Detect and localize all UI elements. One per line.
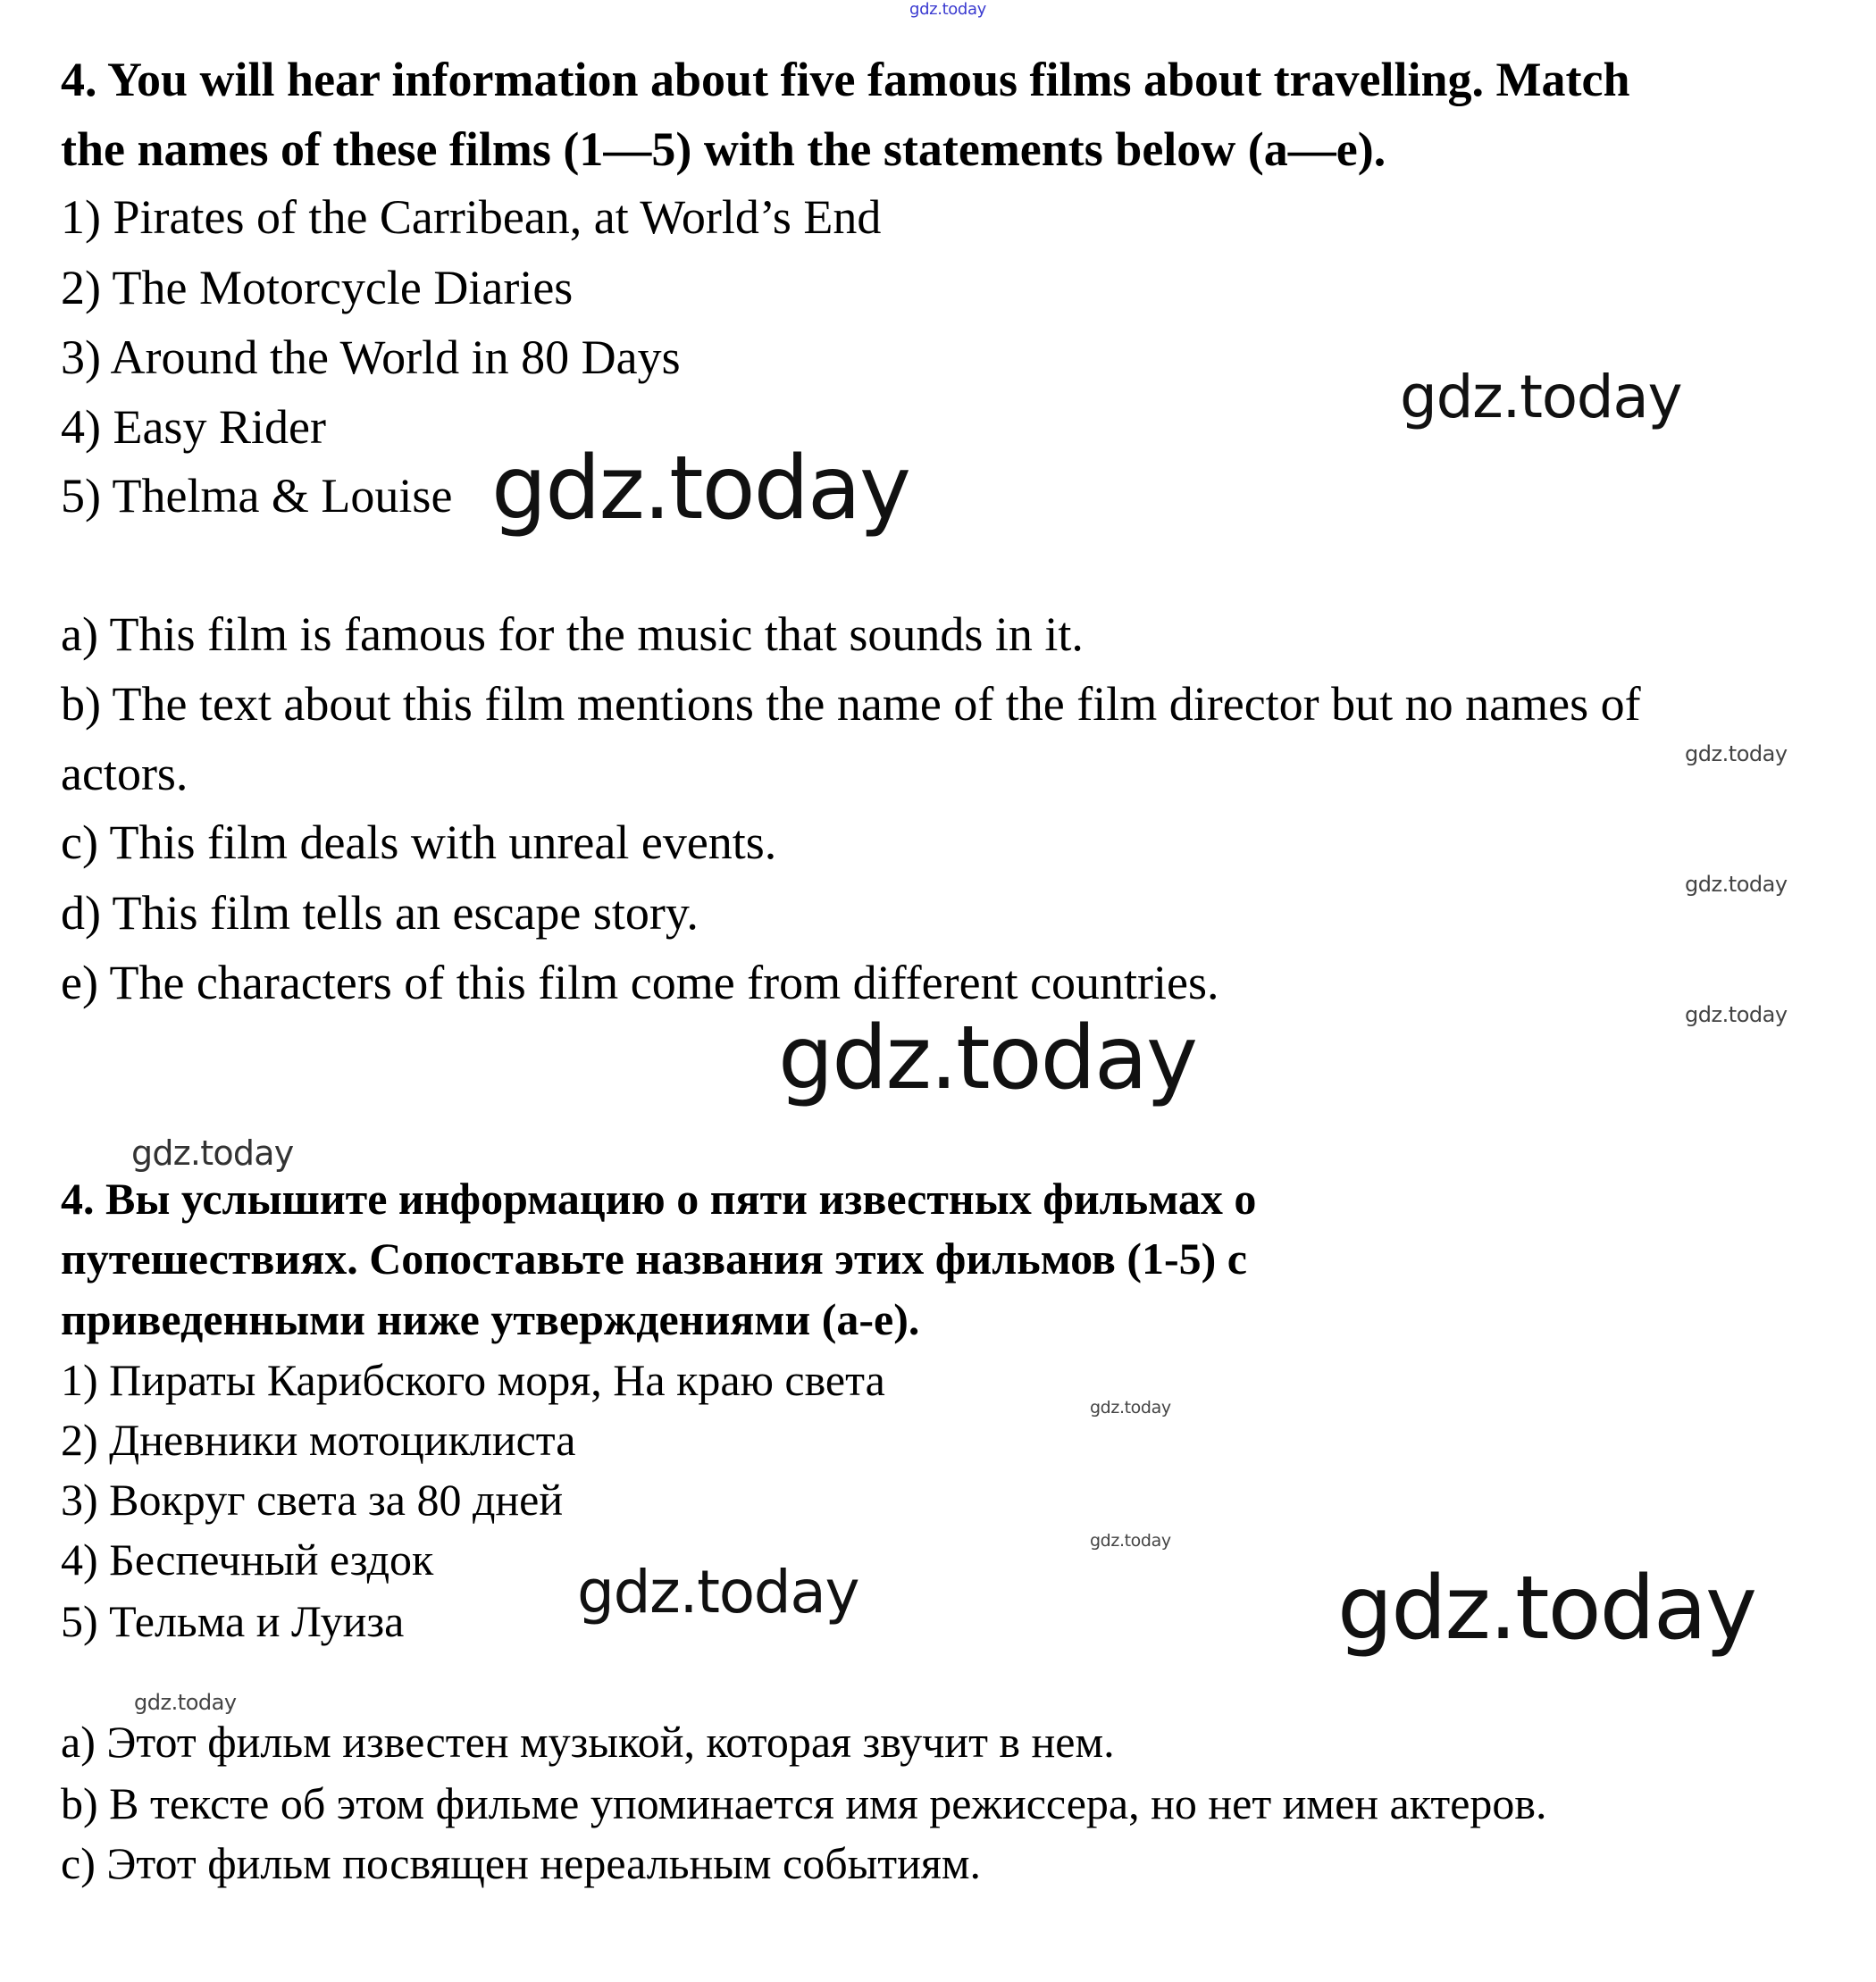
film-item: 1) Пираты Карибского моря, На краю света	[61, 1355, 885, 1405]
watermark: gdz.today	[131, 1133, 294, 1173]
task-heading-line: путешествиях. Сопоставьте названия этих фильмов (1-5) с	[61, 1234, 1248, 1284]
statement-item: a) Этот фильм известен музыкой, которая звучит в нем.	[61, 1717, 1115, 1767]
film-item: 5) Thelma & Louise	[61, 469, 453, 523]
film-item: 2) The Motorcycle Diaries	[61, 261, 574, 314]
statement-item: c) This film deals with unreal events.	[61, 815, 777, 869]
watermark: gdz.today	[491, 438, 910, 539]
watermark: gdz.today	[1685, 741, 1788, 766]
film-item: 3) Вокруг света за 80 дней	[61, 1475, 564, 1525]
film-item: 4) Беспечный ездок	[61, 1535, 434, 1585]
film-item: 2) Дневники мотоциклиста	[61, 1415, 576, 1465]
film-item: 5) Тельма и Луиза	[61, 1596, 405, 1646]
watermark: gdz.today	[778, 1008, 1197, 1109]
watermark: gdz.today	[1337, 1558, 1756, 1660]
watermark: gdz.today	[577, 1558, 859, 1627]
film-item: 1) Pirates of the Carribean, at World’s End	[61, 190, 882, 244]
statement-item: actors.	[61, 747, 188, 800]
statement-item: b) В тексте об этом фильме упоминается имя режиссера, но нет имен актеров.	[61, 1778, 1547, 1828]
watermark: gdz.today	[1685, 872, 1788, 897]
film-item: 3) Around the World in 80 Days	[61, 330, 681, 384]
task-heading-line: 4. Вы услышите информацию о пяти известных фильмах о	[61, 1174, 1257, 1224]
task-heading-line: 4. You will hear information about five famous films about travelling. Match	[61, 53, 1630, 106]
statement-item: d) This film tells an escape story.	[61, 886, 699, 940]
watermark: gdz.today	[1685, 1002, 1788, 1027]
statement-item: c) Этот фильм посвящен нереальным событиям.	[61, 1838, 981, 1888]
task-heading-line: the names of these films (1—5) with the statements below (a—e).	[61, 122, 1386, 176]
task-heading-line: приведенными ниже утверждениями (а-е).	[61, 1294, 920, 1344]
watermark: gdz.today	[1090, 1531, 1171, 1551]
watermark: gdz.today	[1400, 363, 1682, 431]
watermark: gdz.today	[134, 1690, 237, 1715]
statement-item: e) The characters of this film come from different countries.	[61, 956, 1219, 1009]
film-item: 4) Easy Rider	[61, 400, 326, 454]
watermark: gdz.today	[1090, 1398, 1171, 1418]
watermark: gdz.today	[909, 0, 986, 19]
statement-item: b) The text about this film mentions the name of the film director but no names of	[61, 677, 1641, 731]
statement-item: a) This film is famous for the music that sounds in it.	[61, 607, 1084, 661]
